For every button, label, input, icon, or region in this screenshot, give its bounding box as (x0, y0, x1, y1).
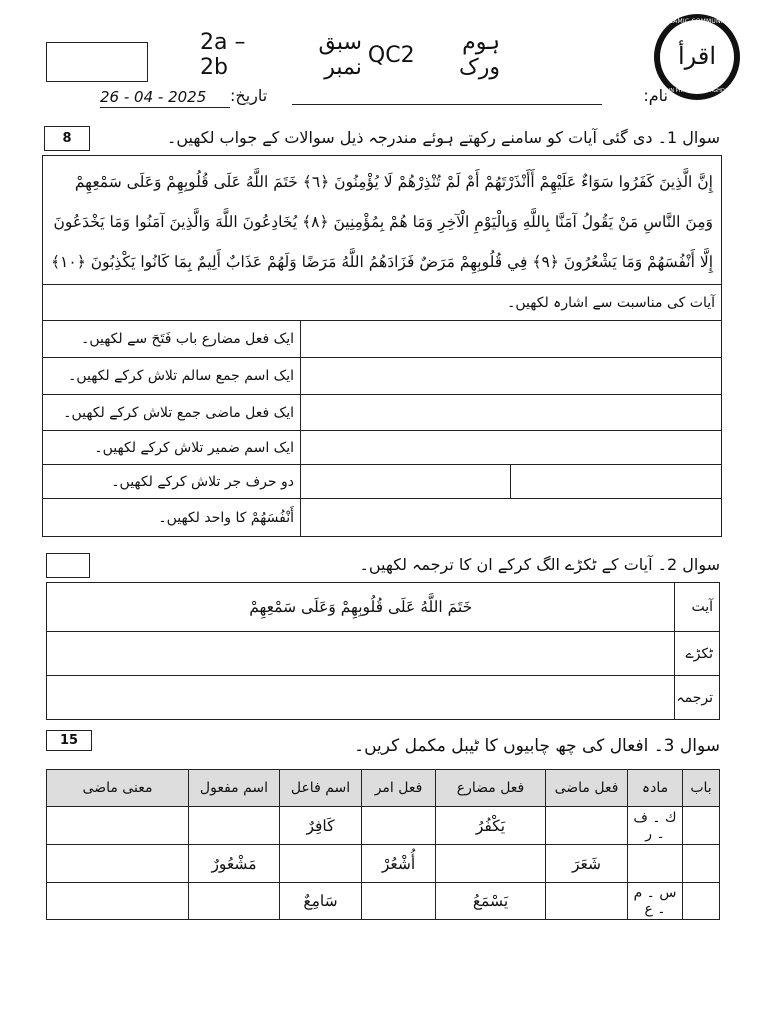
q1-row-label: ایک اسم جمع سالم تلاش کرکے لکھیں۔ (43, 358, 301, 395)
q3-header-row (47, 770, 720, 807)
q2-translation-cell[interactable] (47, 676, 675, 720)
q2-score-box[interactable] (46, 553, 90, 578)
q1-ayah-box (42, 155, 722, 285)
q3-score-box[interactable]: 15 (46, 730, 92, 751)
title-code: 2a – 2b (200, 30, 246, 80)
q3-cell: س ۔ م ۔ ع (628, 883, 683, 920)
date-label: تاریخ: (230, 86, 268, 105)
q3-col-header: فعل مضارع (436, 770, 546, 807)
q2-table (46, 582, 720, 720)
q1-answer-cell[interactable] (301, 499, 722, 537)
q3-cell[interactable] (189, 807, 280, 845)
q3-cell[interactable] (47, 807, 189, 845)
q3-cell[interactable] (683, 883, 720, 920)
q3-cell: كَافِرٌ (280, 807, 362, 845)
q3-cell: شَعَرَ (546, 845, 628, 883)
q3-col-header: مادہ (628, 770, 683, 807)
q2-row-label: ٹکڑے (675, 632, 720, 676)
q1-answer-cell[interactable] (301, 395, 722, 431)
page-title (200, 30, 500, 80)
q3-cell[interactable] (362, 807, 436, 845)
q2-fragments-cell[interactable] (47, 632, 675, 676)
q3-table (46, 769, 720, 920)
q3-cell: سَامِعٌ (280, 883, 362, 920)
q3-cell: مَشْعُورٌ (189, 845, 280, 883)
logo-center: اقرأ (677, 42, 717, 70)
q1-row-label: آیات کی مناسبت سے اشارہ لکھیں۔ (43, 285, 722, 321)
q3-col-header: فعل ماضی (546, 770, 628, 807)
title-urdu: ہوم ورک (459, 30, 500, 80)
logo-ring-bottom: ZAIN PHASE-2 FR-BAGHDAD (662, 88, 732, 94)
q3-cell: ك ۔ ف ۔ ر (628, 807, 683, 845)
name-field[interactable] (292, 104, 602, 105)
q1-score-box[interactable]: 8 (44, 126, 90, 151)
q3-col-header: باب (683, 770, 720, 807)
q3-cell: يَكْفُرُ (436, 807, 546, 845)
q3-cell[interactable] (683, 807, 720, 845)
q1-row-label: ایک فعل مضارع باب فَتَحَ سے لکھیں۔ (43, 321, 301, 358)
lesson-code: QC2 (367, 42, 415, 68)
q3-cell[interactable] (628, 845, 683, 883)
q1-answer-cell[interactable] (511, 465, 722, 499)
q3-col-header: معنی ماضی (47, 770, 189, 807)
q3-row (47, 845, 720, 883)
q3-col-header: اسم مفعول (189, 770, 280, 807)
q3-cell: يَسْمَعُ (436, 883, 546, 920)
q3-heading: سوال 3۔ افعال کی چھ چابیوں کا ٹیبل مکمل کریں۔ (354, 736, 720, 756)
q3-cell[interactable] (362, 883, 436, 920)
q1-row-label: ایک فعل ماضی جمع تلاش کرکے لکھیں۔ (43, 395, 301, 431)
q1-row-label: ایک اسم ضمیر تلاش کرکے لکھیں۔ (43, 431, 301, 465)
q1-answer-cell[interactable] (301, 321, 722, 358)
date-value: 26 - 04 - 2025 (100, 88, 230, 108)
name-label: نام: (643, 86, 668, 105)
q3-cell[interactable] (47, 845, 189, 883)
student-id-box[interactable] (46, 42, 148, 82)
q2-ayah-cell: خَتَمَ اللَّهُ عَلَى قُلُوبِهِمْ وَعَلَى سَمْعِهِمْ (47, 583, 675, 632)
q3-cell: أُشْعُرْ (362, 845, 436, 883)
q3-cell[interactable] (546, 883, 628, 920)
q3-cell[interactable] (189, 883, 280, 920)
q1-answer-cell[interactable] (301, 465, 511, 499)
ayah-line: وَمِنَ النَّاسِ مَنْ يَقُولُ آمَنَّا بِاللَّهِ وَبِالْيَوْمِ الْآخِرِ وَمَا هُمْ بِمُؤْمِنِينَ ﴿٨﴾ يُخَادِعُونَ اللَّهَ وَالَّذِينَ آمَنُوا وَمَا يَخْدَعُونَ (53, 213, 713, 231)
q2-heading: سوال 2۔ آیات کے ٹکڑے الگ کرکے ان کا ترجمہ لکھیں۔ (359, 555, 720, 574)
q3-cell[interactable] (683, 845, 720, 883)
q3-col-header: فعل امر (362, 770, 436, 807)
ayah-line: إِنَّ الَّذِينَ كَفَرُوا سَوَاءٌ عَلَيْهِمْ أَأَنْذَرْتَهُمْ أَمْ لَمْ تُنْذِرْهُمْ لَا يُؤْمِنُونَ ﴿٦﴾ خَتَمَ اللَّهُ عَلَى قُلُوبِهِمْ وَعَلَى سَمْعِهِمْ (74, 173, 713, 191)
q1-answer-cell[interactable] (301, 358, 722, 395)
q3-cell[interactable] (280, 845, 362, 883)
lesson-label: سبق نمبر (318, 30, 362, 80)
q3-row (47, 883, 720, 920)
q3-cell[interactable] (546, 807, 628, 845)
q3-cell[interactable] (47, 883, 189, 920)
q1-heading: سوال 1۔ دی گئی آیات کو سامنے رکھتے ہوئے مندرجہ ذیل سوالات کے جواب لکھیں۔ (166, 128, 720, 147)
ayah-line: إِلَّا أَنْفُسَهُمْ وَمَا يَشْعُرُونَ ﴿٩﴾ فِي قُلُوبِهِمْ مَرَضٌ فَزَادَهُمُ اللَّهُ مَرَضًا وَلَهُمْ عَذَابٌ أَلِيمٌ بِمَا كَانُوا يَكْذِبُونَ ﴿١٠﴾ (50, 253, 713, 271)
logo-ring-top: ISLAMIC COMMUNITY CENTER (663, 18, 731, 32)
q3-col-header: اسم فاعل (280, 770, 362, 807)
q3-cell[interactable] (436, 845, 546, 883)
q1-row-label: دو حرف جر تلاش کرکے لکھیں۔ (43, 465, 301, 499)
q1-row-label: أَنْفُسَهُمْ کا واحد لکھیں۔ (43, 499, 301, 537)
q1-table (42, 284, 722, 537)
q3-row (47, 807, 720, 845)
q2-row-label: آیت (675, 583, 720, 632)
q2-row-label: ترجمہ (675, 676, 720, 720)
q1-answer-cell[interactable] (301, 431, 722, 465)
